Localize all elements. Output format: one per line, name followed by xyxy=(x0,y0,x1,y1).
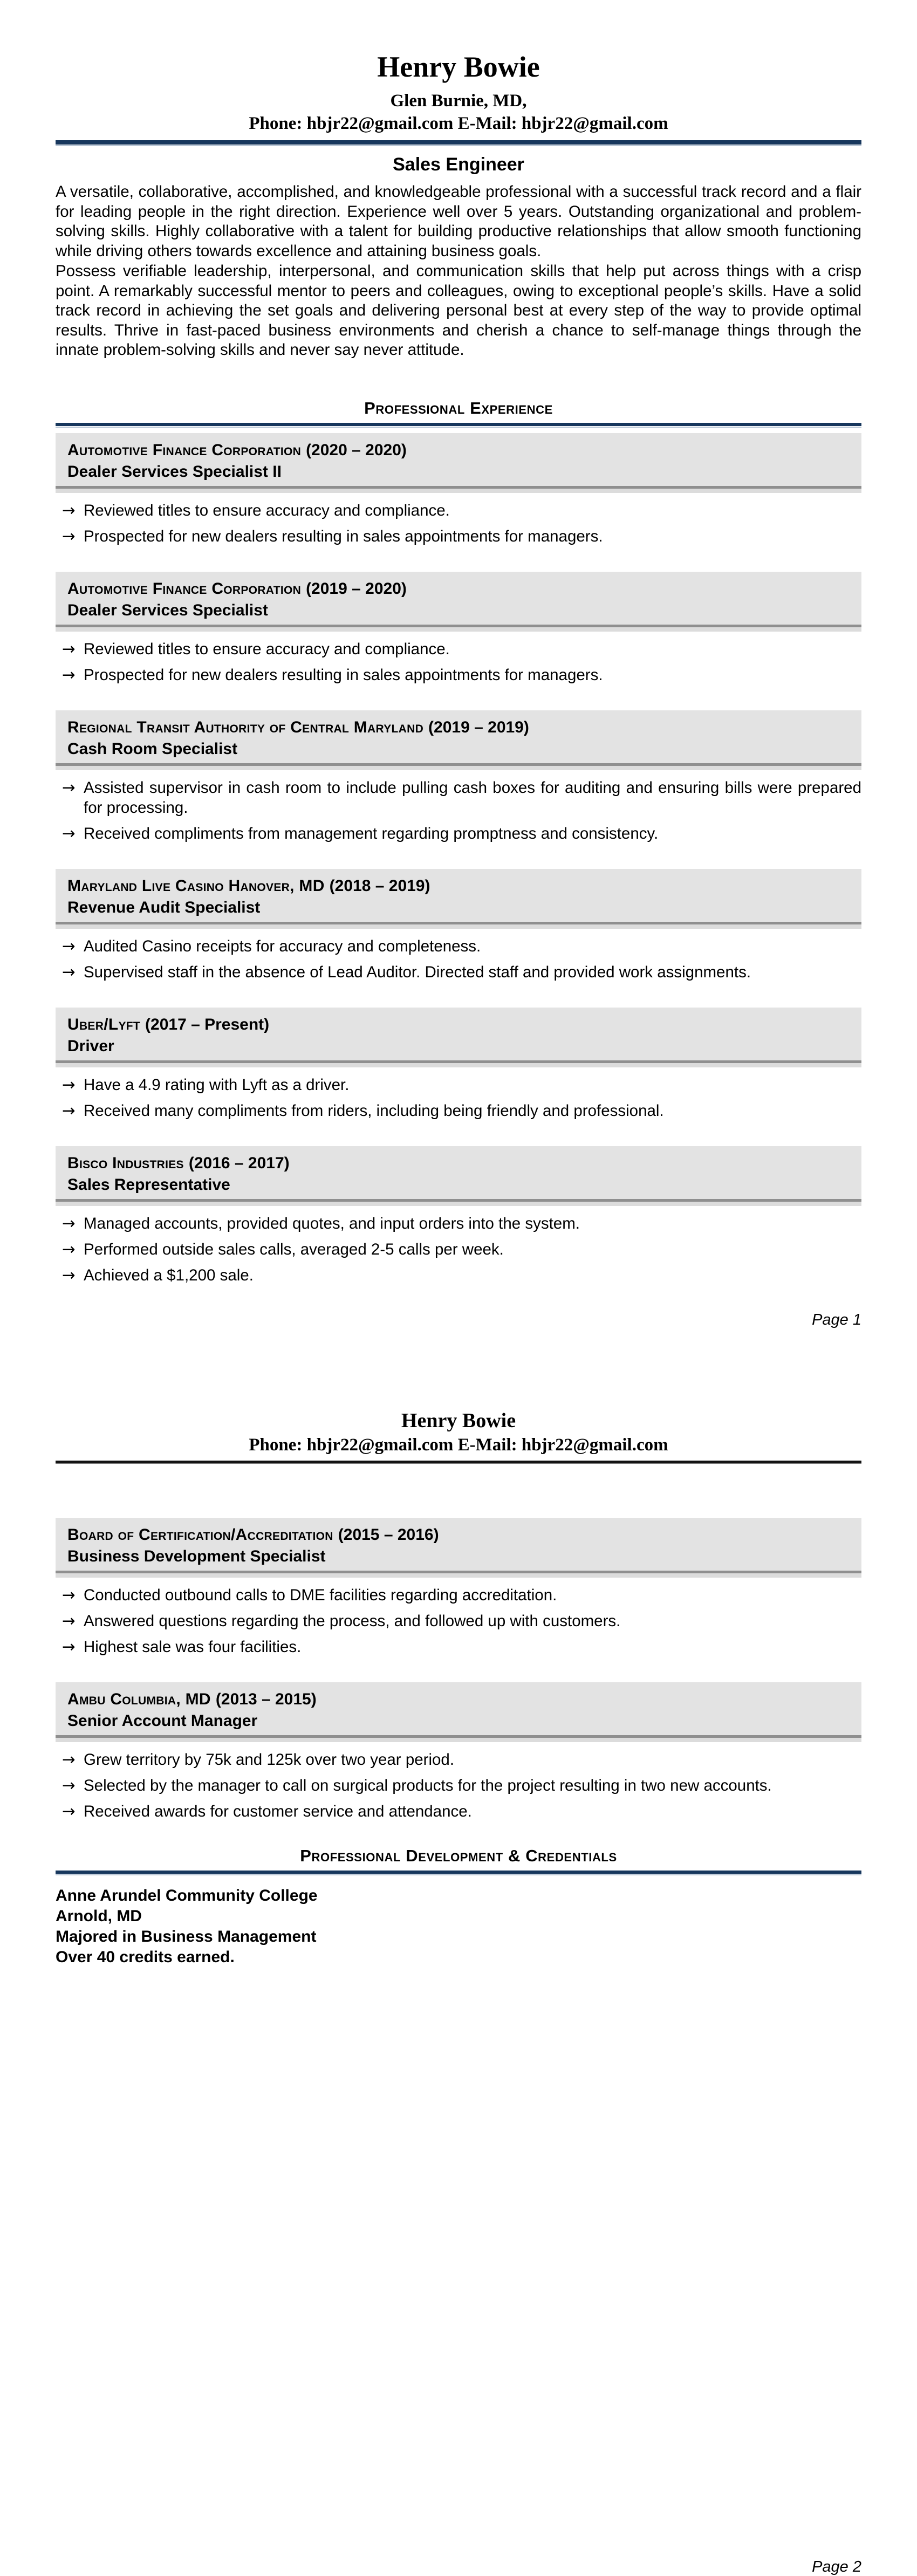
bullet-arrow-icon: → xyxy=(62,639,76,658)
bullet-text: Reviewed titles to ensure accuracy and compliance. xyxy=(84,640,450,658)
bullet-text: Highest sale was four facilities. xyxy=(84,1638,302,1656)
bullet-item xyxy=(56,526,861,546)
job-header-box xyxy=(56,1008,861,1063)
education-block xyxy=(56,1886,861,1968)
bullet-text: Assisted supervisor in cash room to include pulling cash boxes for auditing and ensuring bills were prepared for processing. xyxy=(84,778,861,817)
job-company-line xyxy=(67,1153,851,1173)
bullet-item xyxy=(56,1637,861,1657)
job-bullets xyxy=(56,1585,861,1657)
job-company-line xyxy=(67,1525,851,1545)
job-company-line xyxy=(67,717,851,737)
section-title: Professional Development & Credentials xyxy=(300,1846,617,1865)
section-rule xyxy=(56,1871,861,1874)
job-header-box xyxy=(56,869,861,924)
education-line: Anne Arundel Community College xyxy=(56,1886,318,1904)
job-entry xyxy=(56,1008,861,1121)
bullet-item xyxy=(56,639,861,659)
bullet-text: Received compliments from management regarding promptness and consistency. xyxy=(84,824,659,842)
section-rule xyxy=(56,423,861,426)
job-title: Dealer Services Specialist xyxy=(67,601,268,619)
job-bullets xyxy=(56,1214,861,1285)
bullet-arrow-icon: → xyxy=(62,1214,76,1232)
bullet-text: Have a 4.9 rating with Lyft as a driver. xyxy=(84,1075,350,1094)
bullet-item xyxy=(56,1611,861,1631)
bullet-arrow-icon: → xyxy=(62,1075,76,1094)
job-entry xyxy=(56,433,861,546)
job-company-line xyxy=(67,876,851,896)
bullet-item xyxy=(56,962,861,982)
bullet-text: Received awards for customer service and attendance. xyxy=(84,1802,472,1820)
bullet-item xyxy=(56,1750,861,1770)
job-header-box xyxy=(56,572,861,627)
page2-header-rule xyxy=(56,1461,861,1464)
job-header-shadow xyxy=(56,627,861,632)
job-dates: (2019 – 2019) xyxy=(428,718,529,736)
job-entry xyxy=(56,710,861,844)
job-header-shadow xyxy=(56,489,861,493)
bullet-item xyxy=(56,1585,861,1605)
location-line: Glen Burnie, MD, xyxy=(390,91,527,111)
job-company-line xyxy=(67,579,851,599)
bullet-text: Received many compliments from riders, including being friendly and professional. xyxy=(84,1101,664,1120)
bullet-arrow-icon: → xyxy=(62,936,76,955)
job-dates: (2018 – 2019) xyxy=(329,876,430,895)
job-company: Uber/Lyft xyxy=(67,1015,141,1033)
job-header-shadow xyxy=(56,1738,861,1742)
job-bullets xyxy=(56,1750,861,1821)
bullet-text: Managed accounts, provided quotes, and input orders into the system. xyxy=(84,1214,580,1232)
jobs-list-page2 xyxy=(56,1518,861,1821)
education-line: Over 40 credits earned. xyxy=(56,1948,235,1966)
bullet-arrow-icon: → xyxy=(62,1585,76,1604)
bullet-arrow-icon: → xyxy=(62,1801,76,1820)
education-line: Majored in Business Management xyxy=(56,1927,317,1945)
job-entry xyxy=(56,1518,861,1657)
bullet-item xyxy=(56,665,861,685)
contact-line: Phone: hbjr22@gmail.com E-Mail: hbjr22@gmail.com xyxy=(249,114,668,133)
bullet-item xyxy=(56,778,861,818)
bullet-arrow-icon: → xyxy=(62,824,76,842)
job-header-box xyxy=(56,433,861,489)
header-rule xyxy=(56,140,861,145)
job-company-line xyxy=(67,1015,851,1034)
job-dates: (2016 – 2017) xyxy=(188,1154,290,1172)
job-header-shadow xyxy=(56,1202,861,1206)
bullet-arrow-icon: → xyxy=(62,962,76,981)
bullet-item xyxy=(56,1101,861,1121)
job-title: Senior Account Manager xyxy=(67,1711,258,1730)
page2-header xyxy=(56,1409,861,1455)
job-header-shadow xyxy=(56,924,861,929)
bullet-text: Reviewed titles to ensure accuracy and compliance. xyxy=(84,501,450,519)
bullet-arrow-icon: → xyxy=(62,778,76,797)
job-bullets xyxy=(56,501,861,546)
job-header-shadow xyxy=(56,1063,861,1067)
job-dates: (2015 – 2016) xyxy=(338,1525,439,1544)
jobs-list-page1 xyxy=(56,433,861,1285)
job-title: Cash Room Specialist xyxy=(67,739,238,758)
bullet-item xyxy=(56,1801,861,1821)
job-company: Bisco Industries xyxy=(67,1154,184,1172)
bullet-text: Audited Casino receipts for accuracy and completeness. xyxy=(84,937,481,955)
bullet-text: Supervised staff in the absence of Lead Auditor. Directed staff and provided work assignments. xyxy=(84,963,751,981)
bullet-item xyxy=(56,1214,861,1234)
bullet-arrow-icon: → xyxy=(62,1637,76,1656)
job-company: Automotive Finance Corporation xyxy=(67,441,302,459)
bullet-item xyxy=(56,824,861,844)
job-header-box xyxy=(56,710,861,766)
job-company-line xyxy=(67,440,851,460)
page-number-label: Page 1 xyxy=(812,1311,861,1328)
bullet-text: Conducted outbound calls to DME facilities regarding accreditation. xyxy=(84,1586,557,1604)
job-company-line xyxy=(67,1689,851,1709)
page-number-label: Page 2 xyxy=(812,2558,861,2575)
summary-paragraph: Possess verifiable leadership, interpersonal, and communication skills that help put across things with a crisp point. A remarkably successful mentor to peers and colleagues, owing to exceptional people’s skills. Have a solid track record in achieving the set goals and delivering personal best at every step of the way to provide optimal results. Thrive in fast-paced business environments and cherish a chance to self-manage things through the innate problem-solving skills and never say never attitude. xyxy=(56,262,861,359)
bullet-arrow-icon: → xyxy=(62,1239,76,1258)
blank-space xyxy=(56,1968,861,2548)
bullet-text: Prospected for new dealers resulting in sales appointments for managers. xyxy=(84,666,603,684)
bullet-arrow-icon: → xyxy=(62,665,76,684)
job-bullets xyxy=(56,936,861,982)
bullet-text: Answered questions regarding the process, and followed up with customers. xyxy=(84,1612,621,1630)
page2-contact-line: Phone: hbjr22@gmail.com E-Mail: hbjr22@gmail.com xyxy=(249,1435,668,1455)
page1-header xyxy=(56,0,861,134)
job-header-shadow xyxy=(56,1573,861,1578)
job-company: Regional Transit Authority of Central Maryland xyxy=(67,718,424,736)
job-dates: (2019 – 2020) xyxy=(306,579,407,598)
job-title: Business Development Specialist xyxy=(67,1547,326,1565)
bullet-text: Selected by the manager to call on surgical products for the project resulting in two new accounts. xyxy=(84,1776,772,1794)
job-title: Sales Representative xyxy=(67,1175,230,1194)
job-bullets xyxy=(56,639,861,685)
bullet-item xyxy=(56,1776,861,1796)
education-line: Arnold, MD xyxy=(56,1907,142,1925)
job-header-box xyxy=(56,1518,861,1573)
bullet-arrow-icon: → xyxy=(62,1101,76,1120)
job-title: Dealer Services Specialist II xyxy=(67,462,282,481)
bullet-text: Prospected for new dealers resulting in sales appointments for managers. xyxy=(84,527,603,545)
bullet-text: Performed outside sales calls, averaged 2-5 calls per week. xyxy=(84,1240,504,1258)
page-title: Henry Bowie xyxy=(377,51,540,83)
bullet-arrow-icon: → xyxy=(62,1265,76,1284)
bullet-item xyxy=(56,1265,861,1285)
section-professional-development xyxy=(56,1847,861,1874)
bullet-text: Achieved a $1,200 sale. xyxy=(84,1266,254,1284)
job-bullets xyxy=(56,778,861,844)
job-company: Automotive Finance Corporation xyxy=(67,579,302,598)
bullet-item xyxy=(56,501,861,520)
page2-name: Henry Bowie xyxy=(401,1409,516,1432)
job-bullets xyxy=(56,1075,861,1121)
section-professional-experience xyxy=(56,399,861,426)
job-entry xyxy=(56,1146,861,1285)
job-header-box xyxy=(56,1682,861,1738)
job-entry xyxy=(56,1682,861,1821)
bullet-arrow-icon: → xyxy=(62,1750,76,1769)
job-company: Board of Certification/Accreditation xyxy=(67,1525,333,1544)
bullet-text: Grew territory by 75k and 125k over two year period. xyxy=(84,1750,455,1769)
bullet-arrow-icon: → xyxy=(62,501,76,519)
job-dates: (2017 – Present) xyxy=(145,1015,270,1033)
job-company: Ambu Columbia, MD xyxy=(67,1690,211,1708)
job-dates: (2013 – 2015) xyxy=(215,1690,317,1708)
bullet-arrow-icon: → xyxy=(62,1611,76,1630)
bullet-arrow-icon: → xyxy=(62,1776,76,1794)
summary-paragraph: A versatile, collaborative, accomplished, and knowledgeable professional with a successful track record and a flair for leading people in the right direction. Experience well over 5 years. Outstanding organizational and problem-solving skills. Highly collaborative with a talent for building productive relationships that allow smooth functioning while driving others towards excellence and attaining business goals. xyxy=(56,183,861,260)
role-title: Sales Engineer xyxy=(393,154,524,175)
job-header-box xyxy=(56,1146,861,1202)
job-title: Driver xyxy=(67,1037,114,1055)
bullet-item xyxy=(56,1239,861,1259)
bullet-item xyxy=(56,936,861,956)
job-header-shadow xyxy=(56,766,861,770)
job-company: Maryland Live Casino Hanover, MD xyxy=(67,876,325,895)
job-title: Revenue Audit Specialist xyxy=(67,898,261,916)
job-dates: (2020 – 2020) xyxy=(306,441,407,459)
bullet-arrow-icon: → xyxy=(62,526,76,545)
job-entry xyxy=(56,869,861,982)
bullet-item xyxy=(56,1075,861,1095)
job-entry xyxy=(56,572,861,685)
section-title: Professional Experience xyxy=(364,398,553,417)
